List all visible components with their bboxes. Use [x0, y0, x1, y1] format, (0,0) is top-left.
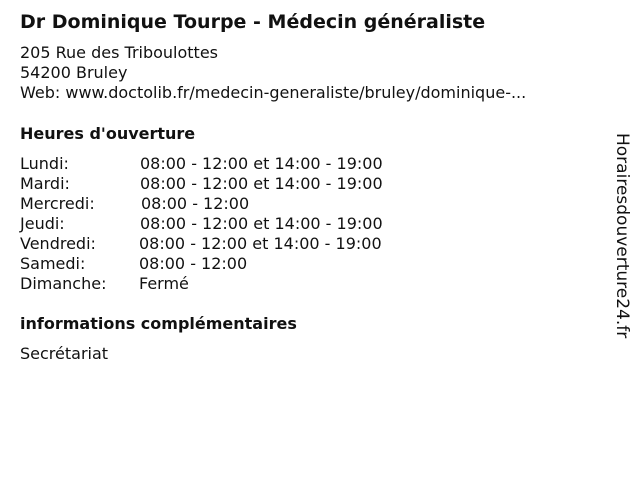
- address-web: Web: www.doctolib.fr/medecin-generaliste/bruley/dominique-...: [20, 83, 527, 102]
- hours-row-thursday: [20, 214, 440, 234]
- hours-row-saturday: [20, 254, 440, 274]
- hours-row-friday: [20, 234, 440, 254]
- address-city: 54200 Bruley: [20, 63, 128, 82]
- hours-time-value: 08:00 - 12:00 et 14:00 - 19:00: [140, 154, 383, 173]
- hours-time-value: 08:00 - 12:00 et 14:00 - 19:00: [139, 234, 382, 253]
- hours-row-wednesday: [20, 194, 440, 214]
- hours-day-label: Mardi:: [20, 174, 70, 193]
- hours-row-monday: [20, 154, 440, 174]
- hours-row-sunday: [20, 274, 440, 294]
- hours-time-value: 08:00 - 12:00: [139, 254, 248, 273]
- hours-day-label: Dimanche:: [20, 274, 107, 293]
- hours-day-label: Mercredi:: [20, 194, 95, 213]
- hours-time-value: 08:00 - 12:00: [141, 194, 250, 213]
- hours-day-label: Lundi:: [20, 154, 69, 173]
- hours-day-label: Samedi:: [20, 254, 86, 273]
- watermark-text: Horairesdouverture24.fr: [612, 133, 632, 339]
- hours-time-value: 08:00 - 12:00 et 14:00 - 19:00: [140, 174, 383, 193]
- additional-info-text: Secrétariat: [20, 344, 109, 363]
- opening-hours-list: [20, 154, 440, 294]
- additional-info-heading: informations complémentaires: [20, 314, 297, 333]
- opening-hours-heading: Heures d'ouverture: [20, 124, 196, 143]
- hours-time-value: 08:00 - 12:00 et 14:00 - 19:00: [140, 214, 383, 233]
- hours-time-value: Fermé: [139, 274, 189, 293]
- hours-row-tuesday: [20, 174, 440, 194]
- address-street: 205 Rue des Triboulottes: [20, 43, 219, 62]
- hours-day-label: Vendredi:: [20, 234, 96, 253]
- page-title: Dr Dominique Tourpe - Médecin généraliste: [20, 11, 486, 33]
- address-block: [20, 43, 526, 103]
- site-watermark: [612, 133, 632, 343]
- hours-day-label: Jeudi:: [20, 214, 65, 233]
